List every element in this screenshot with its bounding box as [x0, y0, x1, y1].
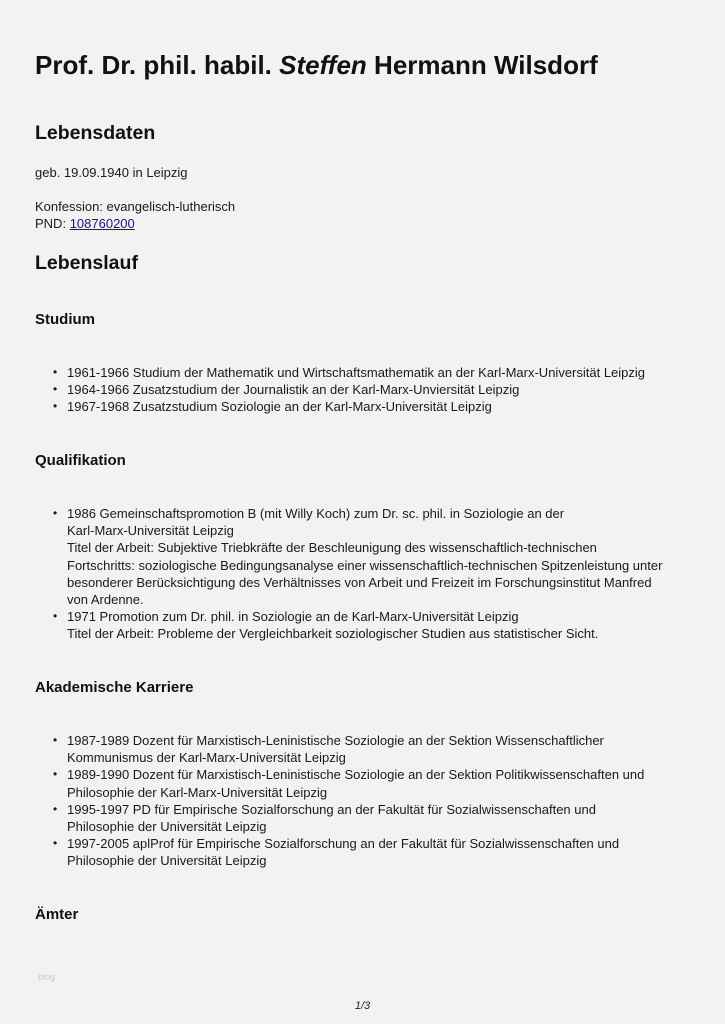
heading-qualifikation: Qualifikation — [35, 452, 126, 469]
list-item: • 1971 Promotion zum Dr. phil. in Soziologie an de Karl-Marx-Universität Leipzig Titel der Arbeit: Probleme der Vergleichbarkeit soziologischer Studien aus statistischer Sicht. — [53, 609, 599, 642]
birth-info: geb. 19.09.1940 in Leipzig — [35, 165, 188, 180]
pnd-label: PND: — [35, 216, 67, 231]
bullet-icon: • — [53, 609, 58, 624]
heading-lebenslauf: Lebenslauf — [35, 252, 138, 274]
qualifikation-list — [0, 505, 725, 643]
title-rest: Hermann Wilsdorf — [374, 50, 598, 80]
bullet-icon: • — [53, 767, 58, 782]
page-number: 1/3 — [354, 1000, 371, 1012]
list-item: • 1987-1989 Dozent für Marxistisch-Leninistische Soziologie an der Sektion Wissenschaftlicher Kommunismus der Karl-Marx-Universität Leipzig — [53, 733, 604, 766]
list-item: • 1995-1997 PD für Empirische Sozialforschung an der Fakultät für Sozialwissenschaften und Philosophie der Universität Leipzig — [53, 801, 596, 835]
pnd-info — [35, 215, 135, 232]
bullet-icon: • — [53, 399, 58, 414]
bullet-icon: • — [53, 733, 58, 747]
karriere-list — [0, 732, 725, 870]
title-given-name: Steffen — [279, 50, 367, 80]
title-prefix: Prof. Dr. phil. habil. — [35, 50, 272, 80]
bullet-icon: • — [53, 801, 58, 816]
watermark: blog — [38, 972, 56, 982]
bullet-icon: • — [53, 382, 58, 397]
konfession-info: Konfession: evangelisch-lutherisch — [35, 199, 236, 214]
list-item: • 1967-1968 Zusatzstudium Soziologie an der Karl-Marx-Universität Leipzig — [53, 399, 492, 415]
heading-aemter: Ämter — [35, 906, 79, 923]
bullet-icon: • — [53, 365, 58, 379]
heading-studium: Studium — [35, 311, 95, 328]
list-item: • 1961-1966 Studium der Mathematik und Wirtschaftsmathematik an der Karl-Marx-Universität Leipzig — [53, 365, 646, 380]
page-title — [35, 50, 598, 81]
pnd-link[interactable]: 108760200 — [69, 216, 135, 231]
heading-akademische-karriere: Akademische Karriere — [35, 679, 194, 696]
heading-lebensdaten: Lebensdaten — [35, 122, 156, 144]
list-item: • 1986 Gemeinschaftspromotion B (mit Willy Koch) zum Dr. sc. phil. in Soziologie an der Karl-Marx-Universität Leipzig Titel der Arbeit: Subjektive Triebkräfte der Beschleunigung des wissenschaftlich-technischen Fortschritts: soziologische Bedingungsanalyse einer wissenschaftlich-technischen Spitzenleistung unter besonderer Berücksichtigung des Verhältnisses von Arbeit und Freizeit im Forschungsinstitut Manfred von Ardenne. — [53, 506, 663, 608]
bullet-icon: • — [53, 836, 58, 851]
list-item: • 1997-2005 aplProf für Empirische Sozialforschung an der Fakultät für Sozialwissenschaften und Philosophie der Universität Leipzig — [53, 836, 620, 869]
bullet-icon: • — [53, 506, 58, 520]
list-item: • 1989-1990 Dozent für Marxistisch-Leninistische Soziologie an der Sektion Politikwissenschaften und Philosophie der Karl-Marx-Universität Leipzig — [53, 767, 645, 800]
list-item: • 1964-1966 Zusatzstudium der Journalistik an der Karl-Marx-Unviersität Leipzig — [53, 382, 520, 398]
studium-list — [0, 364, 725, 416]
